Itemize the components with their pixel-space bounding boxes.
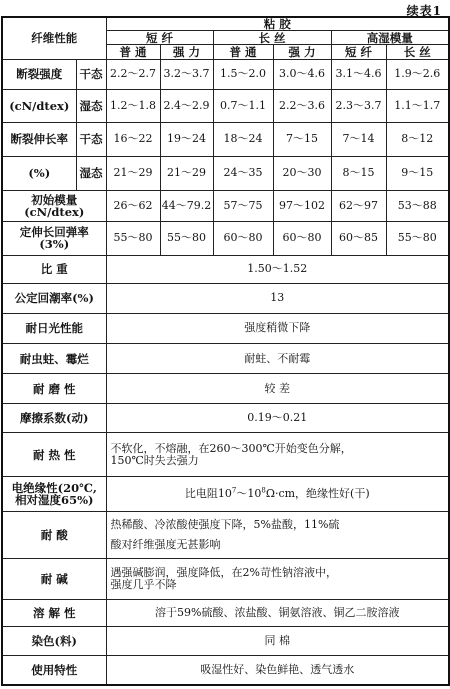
friction-value: 0.19～0.21 — [106, 403, 449, 432]
modulus-value: 97～102 — [273, 190, 331, 221]
continued-label: 续表1 — [406, 4, 442, 18]
elongation-dry-value: 16～22 — [106, 122, 160, 157]
tenacity-wet-value: 2.3～3.7 — [331, 90, 386, 123]
header-long: 长 丝 — [386, 45, 449, 59]
tenacity-wet-value: 2.4～2.9 — [160, 90, 213, 123]
modulus-value: 26～62 — [106, 190, 160, 221]
acid-value-line2: 酸对纤维强度无甚影响 — [110, 537, 221, 551]
modulus-label-line2: (cN/dtex) — [24, 204, 85, 219]
light-value: 强度稍微下降 — [106, 313, 449, 343]
abrasion-label: 耐 磨 性 — [2, 374, 106, 403]
header-normal-staple: 普 通 — [106, 45, 160, 59]
acid-label: 耐 酸 — [2, 511, 106, 559]
regain-label: 公定回潮率(%) — [2, 284, 106, 313]
electric-value-post: Ω·cm，绝缘性好(干) — [265, 486, 370, 500]
recovery-value: 55～80 — [386, 222, 449, 256]
heat-value-line1: 不软化，不熔融，在260～300℃开始变色分解， — [110, 441, 352, 455]
electric-exp2: 8 — [261, 486, 266, 495]
tenacity-dry-value: 1.5～2.0 — [213, 59, 273, 89]
alkali-label: 耐 碱 — [2, 559, 106, 600]
modulus-value: 44～79.2 — [160, 190, 213, 221]
header-filament: 长 丝 — [213, 31, 331, 45]
tenacity-wet-value: 2.2～3.6 — [273, 90, 331, 123]
tenacity-wet-value: 1.2～1.8 — [106, 90, 160, 123]
elongation-dry-value: 7～15 — [273, 122, 331, 157]
elongation-wet-value: 9～15 — [386, 157, 449, 191]
electric-value — [106, 477, 449, 512]
recovery-value: 60～85 — [331, 222, 386, 256]
fiber-properties-table — [1, 16, 450, 686]
elongation-wet-value: 8～15 — [331, 157, 386, 191]
recovery-value: 55～80 — [106, 222, 160, 256]
tenacity-wet-label: 湿态 — [76, 90, 106, 123]
light-label: 耐日光性能 — [2, 313, 106, 343]
dyeing-value: 同 棉 — [106, 627, 449, 655]
solubility-value: 溶于59%硫酸、浓盐酸、铜氨溶液、铜乙二胺溶液 — [106, 599, 449, 626]
tenacity-dry-value: 2.2～2.7 — [106, 59, 160, 89]
regain-value: 13 — [106, 284, 449, 313]
insect-value: 耐蛀、不耐霉 — [106, 344, 449, 374]
elongation-wet-label: 湿态 — [76, 157, 106, 191]
alkali-value-line1: 遇强碱膨润，强度降低，在2%苛性钠溶液中， — [110, 566, 337, 580]
alkali-value-line2: 强度几乎不降 — [110, 578, 177, 592]
tenacity-dry-value: 3.1～4.6 — [331, 59, 386, 89]
header-short: 短 纤 — [331, 45, 386, 59]
recovery-value: 60～80 — [273, 222, 331, 256]
tenacity-dry-label: 干态 — [76, 59, 106, 89]
tenacity-wet-value: 0.7～1.1 — [213, 90, 273, 123]
modulus-label-line1: 初始模量 — [31, 192, 78, 207]
tenacity-dry-value: 3.2～3.7 — [160, 59, 213, 89]
electric-label-line2: 相对湿度65%) — [15, 492, 94, 507]
recovery-label — [2, 222, 106, 256]
modulus-label — [2, 190, 106, 221]
heat-value — [106, 433, 449, 477]
elongation-dry-value: 18～24 — [213, 122, 273, 157]
dyeing-label: 染色(料) — [2, 627, 106, 655]
density-label: 比 重 — [2, 255, 106, 283]
insect-label: 耐虫蛀、霉烂 — [2, 344, 106, 374]
acid-value — [106, 511, 449, 559]
usage-label: 使用特性 — [2, 655, 106, 685]
abrasion-value: 较 差 — [106, 374, 449, 403]
header-normal-filament: 普 通 — [213, 45, 273, 59]
electric-label — [2, 477, 106, 512]
header-property: 纤维性能 — [2, 17, 106, 59]
header-strong-staple: 强 力 — [160, 45, 213, 59]
modulus-value: 53～88 — [386, 190, 449, 221]
heat-label: 耐 热 性 — [2, 433, 106, 477]
tenacity-wet-value: 1.1～1.7 — [386, 90, 449, 123]
recovery-value: 60～80 — [213, 222, 273, 256]
elongation-unit: (%) — [2, 157, 76, 191]
recovery-label-line1: 定伸长回弹率 — [19, 225, 89, 240]
elongation-dry-value: 7～14 — [331, 122, 386, 157]
elongation-wet-value: 21～29 — [106, 157, 160, 191]
heat-value-line2: 150℃时失去强力 — [110, 453, 199, 467]
header-staple: 短 纤 — [106, 31, 213, 45]
friction-label: 摩擦系数(动) — [2, 403, 106, 432]
usage-value: 吸湿性好、染色鲜艳、透气透水 — [106, 655, 449, 685]
elongation-wet-value: 20～30 — [273, 157, 331, 191]
tenacity-label: 断裂强度 — [2, 59, 76, 89]
elongation-dry-value: 19～24 — [160, 122, 213, 157]
elongation-dry-label: 干态 — [76, 122, 106, 157]
solubility-label: 溶 解 性 — [2, 599, 106, 626]
tenacity-dry-value: 1.9～2.6 — [386, 59, 449, 89]
elongation-wet-value: 24～35 — [213, 157, 273, 191]
density-value: 1.50～1.52 — [106, 255, 449, 283]
alkali-value — [106, 559, 449, 600]
elongation-label: 断裂伸长率 — [2, 122, 76, 157]
acid-value-line1: 热稀酸、冷浓酸使强度下降，5%盐酸，11%硫 — [110, 517, 340, 531]
elongation-wet-value: 21～29 — [160, 157, 213, 191]
recovery-value: 55～80 — [160, 222, 213, 256]
recovery-label-line2: (3%) — [39, 237, 70, 252]
elongation-dry-value: 8～12 — [386, 122, 449, 157]
header-strong-filament: 强 力 — [273, 45, 331, 59]
electric-value-mid: ～10 — [236, 486, 262, 500]
electric-exp1: 7 — [231, 486, 237, 495]
header-group: 粘 胶 — [106, 17, 449, 31]
tenacity-dry-value: 3.0～4.6 — [273, 59, 331, 89]
electric-label-line1: 电绝缘性(20℃, — [11, 480, 97, 495]
modulus-value: 57～75 — [213, 190, 273, 221]
modulus-value: 62～97 — [331, 190, 386, 221]
electric-value-pre: 比电阻10 — [184, 486, 232, 500]
header-wet-modulus: 高湿模量 — [331, 31, 449, 45]
tenacity-unit: (cN/dtex) — [2, 90, 76, 123]
